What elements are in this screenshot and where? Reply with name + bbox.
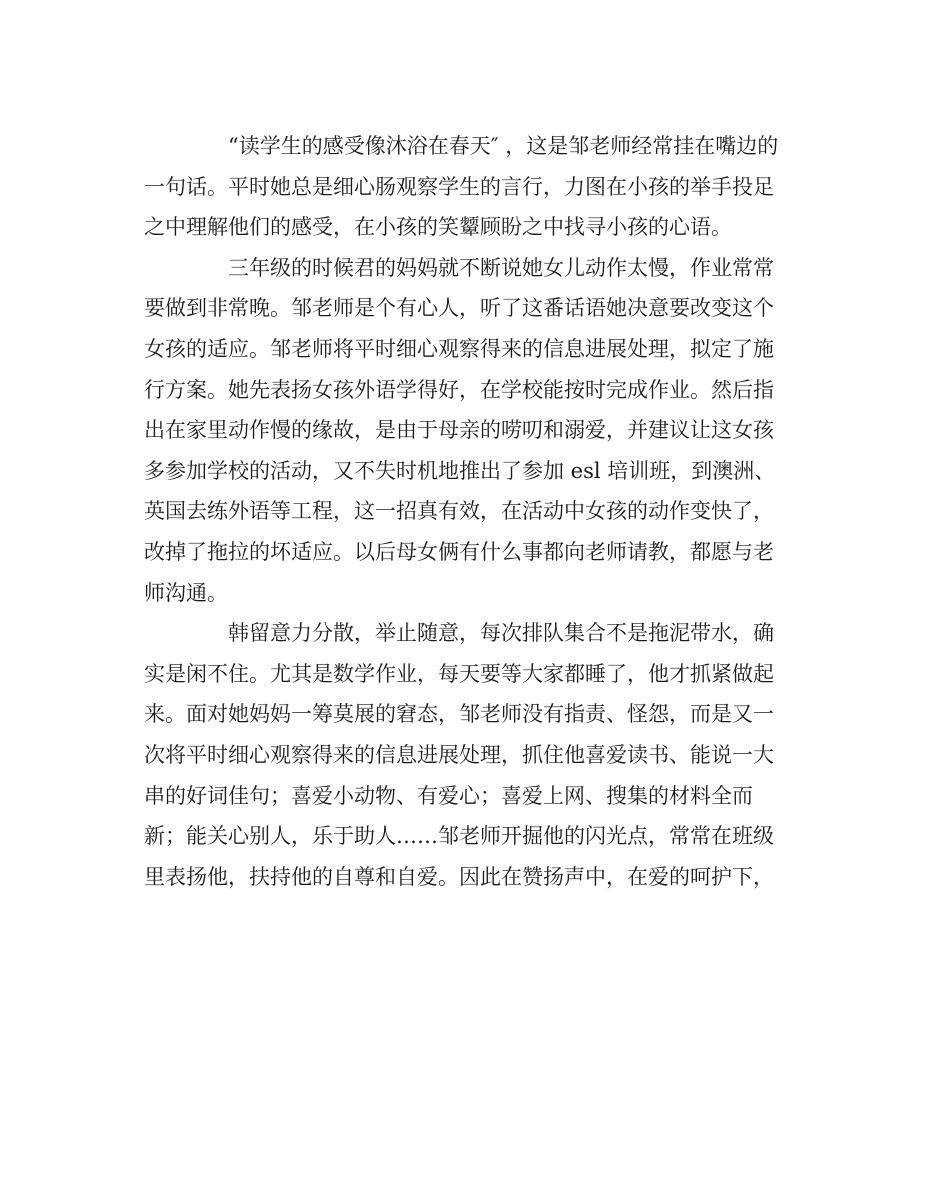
paragraph-line: 来。面对她妈妈一筹莫展的窘态，邹老师没有指责、怪怨，而是又一 [144,702,774,727]
paragraph-line: 要做到非常晚。邹老师是个有心人，听了这番话语她决意要改变这个 [144,296,774,321]
paragraph-line: 串的好词佳句；喜爱小动物、有爱心；喜爱上网、搜集的材料全而 [144,783,753,808]
paragraph-2 [144,248,809,613]
paragraph-line: 新；能关心别人，乐于助人……邹老师开掘他的闪光点，常常在班级 [144,824,774,849]
paragraph-line: 之中理解他们的感受，在小孩的笑颦顾盼之中找寻小孩的心语。 [144,215,732,240]
document-body [144,126,809,897]
paragraph-line: 改掉了拖拉的坏适应。以后母女俩有什么事都向老师请教，都愿与老 [144,539,774,564]
paragraph-line: 次将平时细心观察得来的信息进展处理，抓住他喜爱读书、能说一大 [144,742,774,767]
paragraph-line: 行方案。她先表扬女孩外语学得好，在学校能按时完成作业。然后指 [144,377,774,402]
paragraph-line: 里表扬他，扶持他的自尊和自爱。因此在赞扬声中，在爱的呵护下， [144,864,774,889]
paragraph-line: 女孩的适应。邹老师将平时细心观察得来的信息进展处理，拟定了施 [144,336,774,361]
paragraph-line: 出在家里动作慢的缘故，是由于母亲的唠叨和溺爱，并建议让这女孩 [144,418,774,443]
paragraph-1 [144,126,809,248]
paragraph-line: 一句话。平时她总是细心肠观察学生的言行，力图在小孩的举手投足 [144,174,774,199]
paragraph-line: 英国去练外语等工程，这一招真有效，在活动中女孩的动作变快了， [144,499,774,524]
paragraph-line: 实是闲不住。尤其是数学作业，每天要等大家都睡了，他才抓紧做起 [144,661,774,686]
paragraph-3 [144,613,809,897]
paragraph-line: 师沟通。 [144,580,228,605]
paragraph-line: 三年级的时候君的妈妈就不断说她女儿动作太慢，作业常常 [228,255,774,280]
paragraph-line: 多参加学校的活动，又不失时机地推出了参加 esl 培训班，到澳洲、 [144,458,776,483]
paragraph-line: 韩留意力分散，举止随意，每次排队集合不是拖泥带水，确 [228,621,774,646]
paragraph-line: “读学生的感受像沐浴在春天″ ，这是邹老师经常挂在嘴边的 [228,134,779,158]
